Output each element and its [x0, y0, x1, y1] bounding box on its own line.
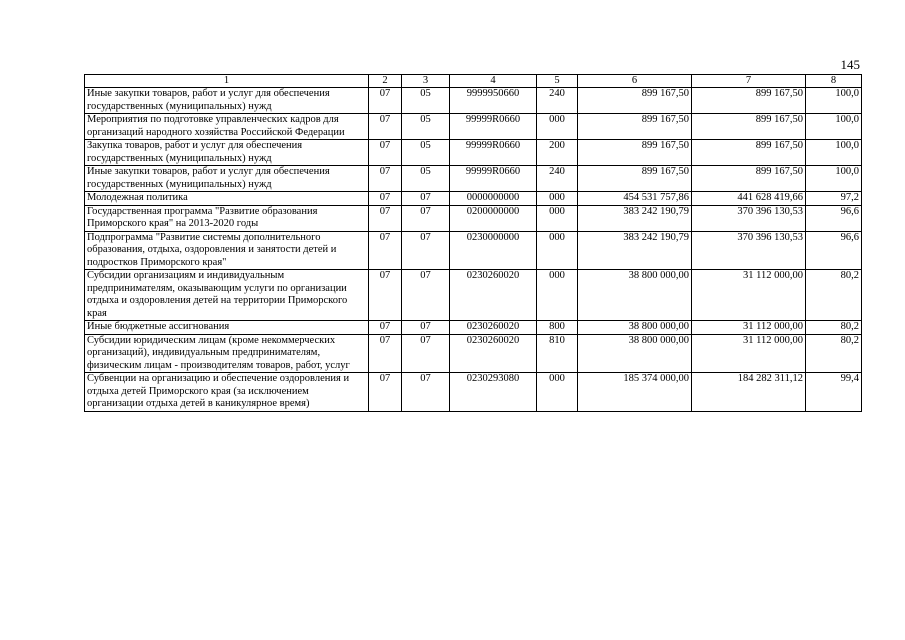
row-value-7: 899 167,50: [692, 114, 806, 140]
row-percent: 100,0: [806, 88, 862, 114]
table-row: [85, 231, 862, 270]
row-subsection: 07: [402, 321, 450, 335]
row-value-7: 441 628 419,66: [692, 192, 806, 206]
row-name: Государственная программа "Развитие образования Приморского края" на 2013-2020 годы: [85, 205, 369, 231]
table-row: [85, 140, 862, 166]
row-subsection: 07: [402, 270, 450, 321]
header-cell: 3: [402, 75, 450, 88]
row-section: 07: [369, 114, 402, 140]
row-name: Субсидии организациям и индивидуальным предпринимателям, оказывающим услуги по организации отдыха и оздоровления детей на территории Приморского края: [85, 270, 369, 321]
row-percent: 80,2: [806, 334, 862, 373]
table-row: [85, 373, 862, 412]
row-expense-type: 000: [537, 192, 578, 206]
table-row: [85, 166, 862, 192]
row-name: Иные бюджетные ассигнования: [85, 321, 369, 335]
header-cell: 4: [450, 75, 537, 88]
row-section: 07: [369, 166, 402, 192]
row-subsection: 05: [402, 140, 450, 166]
row-expense-type: 200: [537, 140, 578, 166]
row-target-item: 99999R0660: [450, 140, 537, 166]
row-value-6: 454 531 757,86: [578, 192, 692, 206]
row-subsection: 07: [402, 205, 450, 231]
row-subsection: 07: [402, 373, 450, 412]
row-section: 07: [369, 321, 402, 335]
row-target-item: 99999R0660: [450, 114, 537, 140]
row-section: 07: [369, 373, 402, 412]
table-row: [85, 321, 862, 335]
row-name: Субвенции на организацию и обеспечение оздоровления и отдыха детей Приморского края (за исключением организации отдыха детей в каникулярное время): [85, 373, 369, 412]
row-value-6: 899 167,50: [578, 88, 692, 114]
row-value-7: 184 282 311,12: [692, 373, 806, 412]
row-expense-type: 240: [537, 166, 578, 192]
row-name: Подпрограмма "Развитие системы дополнительного образования, отдыха, оздоровления и занятости детей и подростков Приморского края": [85, 231, 369, 270]
row-subsection: 07: [402, 192, 450, 206]
table-row: [85, 334, 862, 373]
page-number: 145: [840, 57, 860, 72]
row-value-6: 38 800 000,00: [578, 334, 692, 373]
row-value-7: 899 167,50: [692, 88, 806, 114]
row-expense-type: 000: [537, 270, 578, 321]
row-percent: 100,0: [806, 114, 862, 140]
row-value-6: 38 800 000,00: [578, 321, 692, 335]
table-row: [85, 270, 862, 321]
row-target-item: 9999950660: [450, 88, 537, 114]
row-target-item: 0230293080: [450, 373, 537, 412]
header-cell: 5: [537, 75, 578, 88]
row-target-item: 0230260020: [450, 321, 537, 335]
header-cell: 1: [85, 75, 369, 88]
row-expense-type: 000: [537, 231, 578, 270]
row-subsection: 07: [402, 334, 450, 373]
header-cell: 7: [692, 75, 806, 88]
row-value-6: 899 167,50: [578, 114, 692, 140]
row-subsection: 07: [402, 231, 450, 270]
row-value-7: 899 167,50: [692, 140, 806, 166]
row-section: 07: [369, 334, 402, 373]
row-expense-type: 000: [537, 205, 578, 231]
budget-table: [84, 74, 862, 412]
row-expense-type: 240: [537, 88, 578, 114]
header-cell: 6: [578, 75, 692, 88]
table-row: [85, 192, 862, 206]
row-subsection: 05: [402, 114, 450, 140]
row-target-item: 0230260020: [450, 270, 537, 321]
row-section: 07: [369, 205, 402, 231]
row-name: Иные закупки товаров, работ и услуг для обеспечения государственных (муниципальных) нужд: [85, 166, 369, 192]
row-name: Закупка товаров, работ и услуг для обеспечения государственных (муниципальных) нужд: [85, 140, 369, 166]
row-percent: 80,2: [806, 321, 862, 335]
row-expense-type: 800: [537, 321, 578, 335]
row-target-item: 0230000000: [450, 231, 537, 270]
row-target-item: 0200000000: [450, 205, 537, 231]
row-value-6: 899 167,50: [578, 140, 692, 166]
row-value-6: 383 242 190,79: [578, 205, 692, 231]
row-name: Субсидии юридическим лицам (кроме некоммерческих организаций), индивидуальным предпринимателям, физическим лицам - производителям товаров, работ, услуг: [85, 334, 369, 373]
row-value-7: 370 396 130,53: [692, 205, 806, 231]
row-percent: 99,4: [806, 373, 862, 412]
row-target-item: 99999R0660: [450, 166, 537, 192]
row-percent: 96,6: [806, 205, 862, 231]
row-section: 07: [369, 270, 402, 321]
row-section: 07: [369, 88, 402, 114]
row-value-6: 185 374 000,00: [578, 373, 692, 412]
row-section: 07: [369, 231, 402, 270]
row-expense-type: 810: [537, 334, 578, 373]
row-percent: 80,2: [806, 270, 862, 321]
row-value-7: 31 112 000,00: [692, 334, 806, 373]
row-value-7: 370 396 130,53: [692, 231, 806, 270]
row-name: Иные закупки товаров, работ и услуг для обеспечения государственных (муниципальных) нужд: [85, 88, 369, 114]
table-row: [85, 114, 862, 140]
row-subsection: 05: [402, 166, 450, 192]
row-percent: 100,0: [806, 166, 862, 192]
row-percent: 100,0: [806, 140, 862, 166]
table-row: [85, 205, 862, 231]
row-value-7: 899 167,50: [692, 166, 806, 192]
header-row: [85, 75, 862, 88]
table-row: [85, 88, 862, 114]
row-percent: 96,6: [806, 231, 862, 270]
row-value-6: 899 167,50: [578, 166, 692, 192]
header-cell: 8: [806, 75, 862, 88]
row-value-7: 31 112 000,00: [692, 270, 806, 321]
row-value-6: 38 800 000,00: [578, 270, 692, 321]
row-expense-type: 000: [537, 373, 578, 412]
row-value-6: 383 242 190,79: [578, 231, 692, 270]
row-name: Молодежная политика: [85, 192, 369, 206]
row-section: 07: [369, 140, 402, 166]
row-section: 07: [369, 192, 402, 206]
row-percent: 97,2: [806, 192, 862, 206]
row-target-item: 0000000000: [450, 192, 537, 206]
row-target-item: 0230260020: [450, 334, 537, 373]
row-expense-type: 000: [537, 114, 578, 140]
row-value-7: 31 112 000,00: [692, 321, 806, 335]
row-subsection: 05: [402, 88, 450, 114]
header-cell: 2: [369, 75, 402, 88]
row-name: Мероприятия по подготовке управленческих кадров для организаций народного хозяйства Российской Федерации: [85, 114, 369, 140]
